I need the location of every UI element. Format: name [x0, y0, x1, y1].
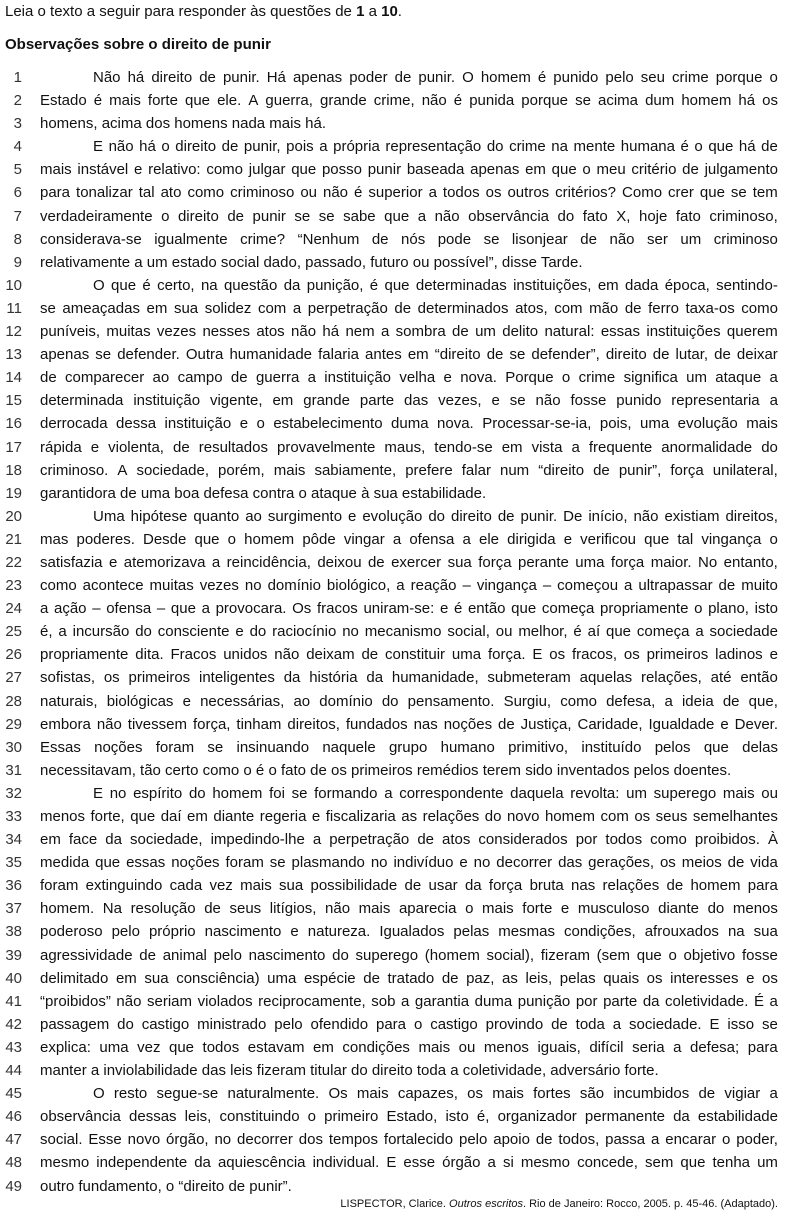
line-text: Uma hipótese quanto ao surgimento e evolução do direito de punir. De início, não existiam direitos, — [93, 507, 778, 525]
source-citation — [340, 1197, 778, 1211]
line-text: como acontece muitas vezes no domínio biológico, a reação – vingança – começou a ultrapassar de muito — [40, 577, 778, 595]
text-line — [0, 158, 786, 181]
text-line — [0, 967, 786, 990]
text-line — [0, 412, 786, 435]
line-number: 22 — [5, 553, 22, 571]
line-text: E não há o direito de punir, pois a própria representação do crime na mente humana é o que há de — [93, 138, 778, 156]
text-line — [0, 782, 786, 805]
line-text: considerava-se igualmente crime? “Nenhum de nós pode se lisonjear de não ser um criminoso — [40, 230, 778, 248]
instructions-end: . — [397, 3, 402, 20]
line-number: 23 — [5, 577, 22, 595]
text-line — [0, 620, 786, 643]
line-number: 2 — [13, 92, 22, 110]
line-number: 45 — [5, 1085, 22, 1103]
line-text: sofistas, os primeiros inteligentes da história da humanidade, submeteram aquelas relações, até então — [40, 669, 778, 687]
text-line — [0, 551, 786, 574]
line-number: 18 — [5, 461, 22, 479]
line-text: mesmo independente da aquiescência individual. E esse órgão a si mesmo concede, sem que tenha um — [40, 1154, 778, 1172]
line-text: garantidora de uma boa defesa contra o ataque à sua estabilidade. — [40, 484, 487, 502]
line-text: verdadeiramente o direito de punir se se sabe que a não observância do fato X, hoje fato criminoso, — [40, 207, 778, 225]
text-line — [0, 459, 786, 482]
text-line — [0, 1105, 786, 1128]
source-author: LISPECTOR, Clarice. — [340, 1198, 450, 1210]
line-number: 38 — [5, 923, 22, 941]
line-text: observância dessas leis, constituindo o primeiro Estado, isto é, organizador permanente da estabilidade — [40, 1108, 778, 1126]
line-number: 16 — [5, 415, 22, 433]
text-line — [0, 643, 786, 666]
line-number: 48 — [5, 1154, 22, 1172]
line-number: 39 — [5, 946, 22, 964]
text-line — [0, 135, 786, 158]
text-line — [0, 528, 786, 551]
line-text: delimitado em sua consciência) uma espécie de tratado de paz, as leis, pelas quais os interesses e os — [40, 969, 778, 987]
line-number: 20 — [5, 507, 22, 525]
line-number: 32 — [5, 784, 22, 802]
line-number: 30 — [5, 738, 22, 756]
line-text: a ação – ofensa – que a provocara. Os fracos uniram-se: e é então que começa propriamente o plano, isto — [40, 600, 778, 618]
text-line — [0, 944, 786, 967]
text-line — [0, 1082, 786, 1105]
line-number: 40 — [5, 969, 22, 987]
source-details: . Rio de Janeiro: Rocco, 2005. p. 45-46. (Adaptado). — [523, 1198, 778, 1210]
line-number: 13 — [5, 346, 22, 364]
line-text: determinada instituição vigente, em grande parte das vezes, e se não fosse punido representaria a — [40, 392, 778, 410]
line-number: 42 — [5, 1015, 22, 1033]
line-number: 10 — [5, 276, 22, 294]
line-text: medida que essas noções foram se plasmando no indivíduo e no decorrer das gerações, os meios de vida — [40, 854, 778, 872]
text-line — [0, 251, 786, 274]
line-text: para tonalizar tal ato como criminoso ou não é superior a todos os outros critérios? Como crer que se tem — [40, 184, 778, 202]
line-number: 3 — [13, 115, 22, 133]
text-line — [0, 713, 786, 736]
line-text: O resto segue-se naturalmente. Os mais capazes, os mais fortes são incumbidos de vigiar a — [93, 1085, 778, 1103]
text-line — [0, 343, 786, 366]
line-number: 31 — [5, 761, 22, 779]
text-line — [0, 574, 786, 597]
line-text: Estado é mais forte que ele. A guerra, grande crime, não é punida porque se acima dum homem há os — [40, 92, 778, 110]
text-line — [0, 920, 786, 943]
line-number: 27 — [5, 669, 22, 687]
line-text: homem. Na resolução de seus litígios, não mais aparecia o mais forte e musculoso diante do menos — [40, 900, 778, 918]
line-text: se ameaçadas em sua solidez com a perpetração de determinados atos, com mão de ferro taxa-os como — [40, 299, 778, 317]
text-line — [0, 366, 786, 389]
instructions-connector: a — [364, 3, 382, 20]
text-line — [0, 1151, 786, 1174]
line-number: 5 — [13, 161, 22, 179]
line-text: propriamente dita. Fracos unidos não deixam de constituir uma força. E os fracos, os primeiros ladinos e — [40, 646, 778, 664]
line-number: 33 — [5, 808, 22, 825]
line-text: explica: uma vez que todos estavam em condições mais ou menos iguais, difícil seria a defesa; para — [40, 1038, 778, 1056]
line-number: 17 — [5, 438, 22, 456]
text-line — [0, 805, 786, 828]
text-line — [0, 482, 786, 505]
line-text: de comparecer ao campo de guerra a instituição velha e nova. Porque o crime significa um ataque a — [40, 369, 778, 387]
line-number: 44 — [5, 1062, 22, 1080]
line-number: 37 — [5, 900, 22, 918]
line-number: 34 — [5, 831, 22, 849]
line-text: “proibidos” não seriam violados reciprocamente, sob a garantia duma punição por parte da coletividade. É a — [40, 992, 778, 1010]
text-line — [0, 759, 786, 782]
line-text: social. Esse novo órgão, no decorrer dos tempos fortalecido pelo apoio de todos, passa a encarar o poder, — [40, 1131, 778, 1149]
line-text: E no espírito do homem foi se formando a correspondente daquela revolta: um superego mais ou — [93, 784, 778, 802]
question-start: 1 — [356, 3, 365, 20]
line-text: agressividade de animal pelo nascimento do superego (homem social), fizeram (sem que o objetivo fosse — [40, 946, 778, 964]
line-number: 24 — [5, 600, 22, 618]
text-line — [0, 1175, 786, 1198]
text-line — [0, 66, 786, 89]
text-line — [0, 112, 786, 135]
line-number: 41 — [5, 992, 22, 1010]
line-number: 21 — [5, 530, 22, 548]
text-line — [0, 897, 786, 920]
line-text: naturais, biológicas e necessárias, ao domínio do pensamento. Surgiu, como defesa, a ideia de que, — [40, 692, 778, 710]
line-number: 28 — [5, 692, 22, 710]
text-title: Observações sobre o direito de punir — [5, 36, 271, 53]
text-line — [0, 690, 786, 713]
line-number: 19 — [5, 484, 22, 502]
question-end: 10 — [381, 3, 398, 20]
line-text: puníveis, muitas vezes nesses atos não há nem a sombra de um delito natural: essas instituições querem — [40, 323, 778, 341]
line-text: apenas se defender. Outra humanidade falaria antes em “direito de se defender”, direito de lutar, de deixar — [40, 346, 778, 364]
line-number: 11 — [6, 299, 22, 317]
text-line — [0, 389, 786, 412]
text-line — [0, 205, 786, 228]
line-text: satisfazia e atemorizava a reincidência, deixou de exercer sua força perante uma força maior. No entanto, — [40, 553, 778, 571]
text-line — [0, 181, 786, 204]
line-number: 25 — [5, 623, 22, 641]
text-line — [0, 436, 786, 459]
line-text: relativamente a um estado social dado, passado, futuro ou possível”, disse Tarde. — [40, 253, 583, 271]
instructions-text: Leia o texto a seguir para responder às questões de — [5, 3, 357, 20]
text-line — [0, 89, 786, 112]
line-text: em face da sociedade, impedindo-lhe a perpetração de atos considerados por todos como proibidos. À — [40, 831, 778, 849]
line-number: 29 — [5, 715, 22, 733]
line-text: Essas noções foram se insinuando naquele grupo humano primitivo, instituído pelos que delas — [40, 738, 778, 756]
instructions — [5, 2, 402, 22]
line-number: 7 — [13, 207, 22, 225]
line-text: O que é certo, na questão da punição, é que determinadas instituições, em dada época, sentindo- — [93, 276, 778, 294]
text-line — [0, 736, 786, 759]
text-line — [0, 597, 786, 620]
text-line — [0, 666, 786, 689]
text-line — [0, 1036, 786, 1059]
line-text: mais instável e relativo: como julgar que posso punir baseada apenas em que o meu critério de julgamento — [40, 161, 778, 179]
line-text: rápida e violenta, de resultados provavelmente maus, tendo-se em vista a frequente anormalidade do — [40, 438, 778, 456]
line-text: foram extinguindo cada vez mais sua possibilidade de usar da força bruta nas relações de homem para — [40, 877, 778, 895]
line-number: 36 — [5, 877, 22, 895]
text-line — [0, 228, 786, 251]
line-text: homens, acima dos homens nada mais há. — [40, 115, 326, 133]
line-number: 35 — [5, 854, 22, 872]
line-number: 46 — [5, 1108, 22, 1126]
text-line — [0, 990, 786, 1013]
text-line — [0, 874, 786, 897]
line-number: 14 — [5, 369, 22, 387]
line-number: 12 — [5, 323, 22, 341]
line-number: 9 — [13, 253, 22, 271]
line-text: menos forte, que daí em diante regeria e fiscalizaria as relações do novo homem com os seus semelhantes — [40, 808, 778, 825]
line-number: 15 — [5, 392, 22, 410]
source-work: Outros escritos — [449, 1198, 523, 1210]
numbered-text-body — [0, 66, 786, 1198]
line-text: é, a incursão do consciente e do raciocínio no mecanismo social, ou melhor, é aí que começa a sociedade — [40, 623, 778, 641]
line-number: 43 — [5, 1038, 22, 1056]
line-text: poderoso pelo próprio nascimento e natureza. Igualados pelas mesmas condições, afrouxados na sua — [40, 923, 778, 941]
line-number: 1 — [13, 69, 22, 86]
text-line — [0, 274, 786, 297]
line-text: criminoso. A sociedade, porém, mais sabiamente, prefere falar num “direito de punir”, força unilateral, — [40, 461, 778, 479]
text-line — [0, 828, 786, 851]
line-number: 47 — [5, 1131, 22, 1149]
line-text: passagem do castigo ministrado pelo ofendido para o castigo provindo de toda a sociedade. E isso se — [40, 1015, 778, 1033]
text-line — [0, 851, 786, 874]
text-line — [0, 505, 786, 528]
line-number: 49 — [5, 1177, 22, 1195]
line-text: outro fundamento, o “direito de punir”. — [40, 1177, 292, 1195]
line-number: 26 — [5, 646, 22, 664]
line-text: manter a inviolabilidade das leis fizeram titular do direito toda a coletividade, adversário forte. — [40, 1062, 659, 1080]
line-text: mas poderes. Desde que o homem pôde vingar a ofensa a ele dirigida e verificou que tal vingança o — [40, 530, 778, 548]
line-text: necessitavam, tão certo como o é o fato de os primeiros remédios terem sido inventados pelos doentes. — [40, 761, 732, 779]
text-line — [0, 1059, 786, 1082]
line-number: 6 — [13, 184, 22, 202]
text-line — [0, 1013, 786, 1036]
line-text: derrocada dessa instituição e o estabelecimento duma nova. Processar-se-ia, pois, uma evolução mais — [40, 415, 778, 433]
line-text: Não há direito de punir. Há apenas poder de punir. O homem é punido pelo seu crime porque o — [93, 69, 778, 86]
line-text: embora não tivessem força, tinham direitos, fundados nas noções de Justiça, Caridade, Igualdade e Dever. — [40, 715, 778, 733]
text-line — [0, 320, 786, 343]
text-line — [0, 1128, 786, 1151]
line-number: 4 — [13, 138, 22, 156]
line-number: 8 — [13, 230, 22, 248]
text-line — [0, 297, 786, 320]
